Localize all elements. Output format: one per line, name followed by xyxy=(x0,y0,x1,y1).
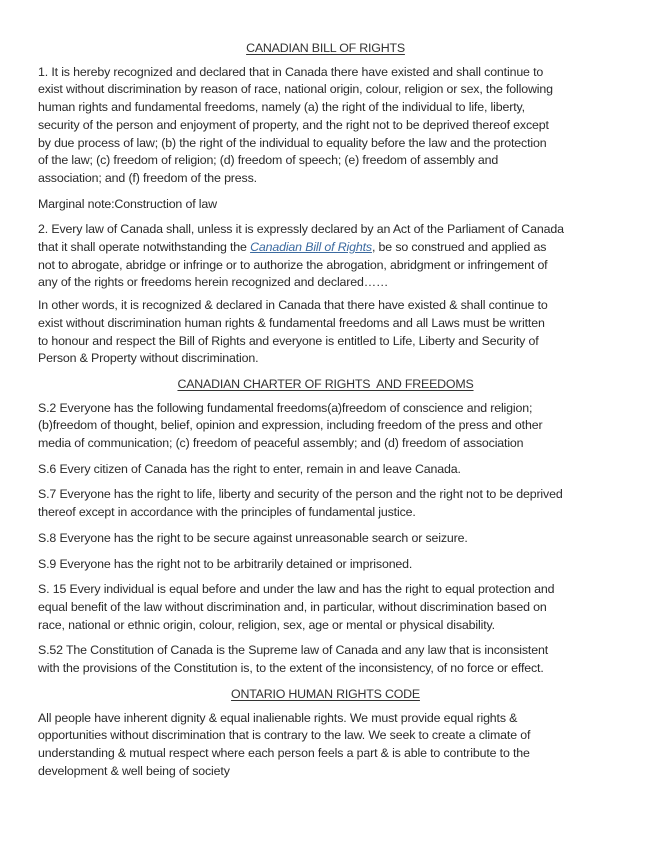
paragraph-charter-s6 xyxy=(38,461,613,479)
document-page xyxy=(38,40,613,788)
marginal-note xyxy=(38,196,613,214)
heading-canadian-bill-of-rights: CANADIAN BILL OF RIGHTS xyxy=(246,41,405,55)
text-line: S.7 Everyone has the right to life, liberty and security of the person and the right not to be deprived xyxy=(38,487,563,502)
text-line: of the law; (c) freedom of religion; (d) freedom of speech; (e) freedom of assembly and xyxy=(38,153,499,168)
text-line: not to abrogate, abridge or infringe or to authorize the abrogation, abridgment or infringement of xyxy=(38,257,548,272)
paragraph-charter-s2 xyxy=(38,400,613,453)
text-line: race, national or ethnic origin, colour, religion, sex, age or mental or physical disability. xyxy=(38,617,495,632)
text-line: S.6 Every citizen of Canada has the right to enter, remain in and leave Canada. xyxy=(38,461,461,476)
text-line: In other words, it is recognized & declared in Canada that there have existed & shall continue to xyxy=(38,298,548,313)
text-line: by due process of law; (b) the right of the individual to equality before the law and the protection xyxy=(38,135,547,150)
text-line: development & well being of society xyxy=(38,763,230,778)
text-line: thereof except in accordance with the principles of fundamental justice. xyxy=(38,505,416,520)
text-line: S.9 Everyone has the right not to be arbitrarily detained or imprisoned. xyxy=(38,556,413,571)
canadian-bill-of-rights-link[interactable]: Canadian Bill of Rights xyxy=(250,240,372,255)
paragraph-ontario-code xyxy=(38,710,613,781)
paragraph-charter-s7 xyxy=(38,486,613,521)
text-after-link: , be so construed and applied as xyxy=(371,240,547,255)
paragraph-charter-s8 xyxy=(38,530,613,548)
text-line: S. 15 Every individual is equal before and under the law and has the right to equal protection and xyxy=(38,582,555,597)
text-line: (b)freedom of thought, belief, opinion and expression, including freedom of the press and other xyxy=(38,418,543,433)
text-line: S.2 Everyone has the following fundamental freedoms(a)freedom of conscience and religion; xyxy=(38,400,533,415)
text-line: exist without discrimination human rights & fundamental freedoms and all Laws must be written xyxy=(38,315,545,330)
text-line: any of the rights or freedoms herein recognized and declared…… xyxy=(38,275,389,290)
paragraph-in-other-words xyxy=(38,297,613,368)
paragraph-charter-s9 xyxy=(38,556,613,574)
text-before-link: that it shall operate notwithstanding the xyxy=(38,240,251,255)
text-line: human rights and fundamental freedoms, namely (a) the right of the individual to life, liberty, xyxy=(38,100,525,115)
text-line: equal benefit of the law without discrimination and, in particular, without discrimination based on xyxy=(38,599,547,614)
text-line-with-link xyxy=(38,239,613,257)
text-line: security of the person and enjoyment of property, and the right not to be deprived thereof except xyxy=(38,117,549,132)
text-line: media of communication; (c) freedom of peaceful assembly; and (d) freedom of association xyxy=(38,436,524,451)
text-line: 1. It is hereby recognized and declared that in Canada there have existed and shall continue to xyxy=(38,64,544,79)
text-line: exist without discrimination by reason of race, national origin, colour, religion or sex, the following xyxy=(38,82,553,97)
paragraph-charter-s52 xyxy=(38,642,613,677)
text-line: Person & Property without discrimination. xyxy=(38,351,259,366)
paragraph-bill-section-2 xyxy=(38,221,613,292)
text-line: All people have inherent dignity & equal inalienable rights. We must provide equal rights & xyxy=(38,710,518,725)
text-line: S.52 The Constitution of Canada is the Supreme law of Canada and any law that is inconsistent xyxy=(38,643,548,658)
text-line: with the provisions of the Constitution is, to the extent of the inconsistency, of no force or effect. xyxy=(38,661,544,676)
text-line: S.8 Everyone has the right to be secure against unreasonable search or seizure. xyxy=(38,530,468,545)
paragraph-bill-section-1 xyxy=(38,64,613,188)
text-line: to honour and respect the Bill of Rights and everyone is entitled to Life, Liberty and Security of xyxy=(38,333,539,348)
text-line: understanding & mutual respect where each person feels a part & is able to contribute to the xyxy=(38,745,530,760)
paragraph-charter-s15 xyxy=(38,581,613,634)
heading-ontario-human-rights-code: ONTARIO HUMAN RIGHTS CODE xyxy=(231,686,420,701)
text-line: opportunities without discrimination that is contrary to the law. We seek to create a climate of xyxy=(38,728,531,743)
heading-charter-of-rights: CANADIAN CHARTER OF RIGHTS AND FREEDOMS xyxy=(177,376,474,391)
text-line: Marginal note:Construction of law xyxy=(38,196,217,211)
text-line: 2. Every law of Canada shall, unless it is expressly declared by an Act of the Parliament of Canada xyxy=(38,222,564,237)
text-line: association; and (f) freedom of the press. xyxy=(38,170,257,185)
